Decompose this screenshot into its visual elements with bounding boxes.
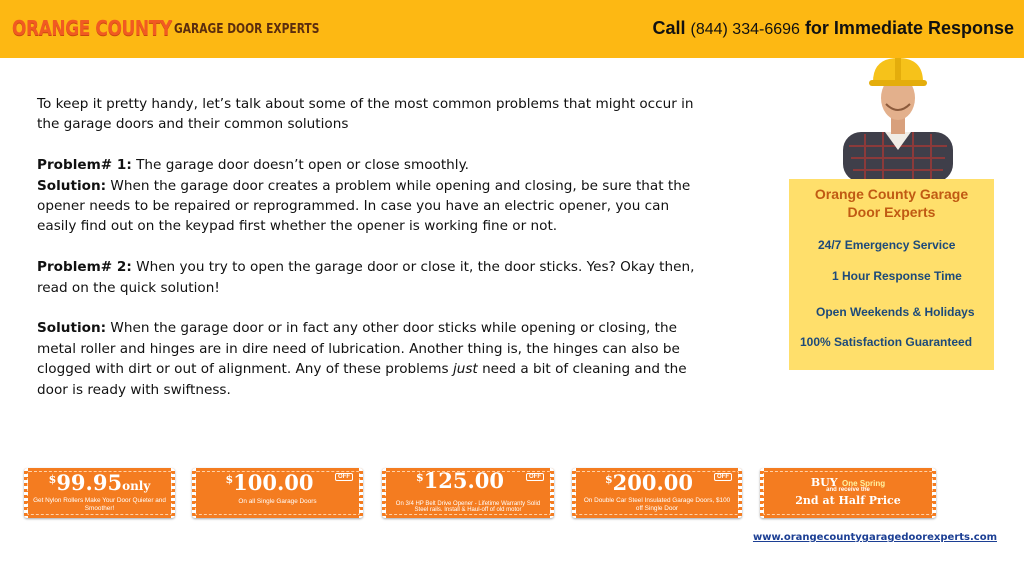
company-logo[interactable] <box>12 16 320 40</box>
worker-illustration <box>843 54 953 182</box>
service-item-satisfaction: 100% Satisfaction Guaranteed <box>800 335 973 349</box>
logo-main-text: ORANGE COUNTY <box>12 16 172 40</box>
panel-title <box>789 185 994 221</box>
coupon-spring-deal[interactable] <box>760 468 936 518</box>
coupon-amount: 125.00 <box>423 468 505 493</box>
problem-2 <box>37 257 705 298</box>
solution-2-label: Solution: <box>37 320 107 337</box>
coupon-price <box>24 470 175 495</box>
problem-2-text: When you try to open the garage door or close it, the door sticks. Yes? Okay then, read on the quick solution! <box>37 259 695 296</box>
problem-1 <box>37 155 705 175</box>
coupon-off-badge: OFF <box>714 473 732 481</box>
solution-2-text-a: When the garage door or in fact any other door sticks while opening or closing, the metal roller and hinges are in dire need of lubrication. Another thing is, the hinges can also be clogged with dirt or out of alignment. Any of these problems <box>37 320 680 378</box>
coupon-currency: $ <box>415 471 424 484</box>
logo-sub-text: GARAGE DOOR EXPERTS <box>174 22 320 37</box>
coupon-text: On 3/4 HP Belt Drive Opener - Lifetime Warranty Solid Steel rails. Install & Haul-off of old motor <box>395 500 541 514</box>
coupon-receive-line: and receive the <box>826 487 870 493</box>
coupon-single-doors[interactable] <box>192 468 363 518</box>
solution-2 <box>37 318 705 400</box>
call-suffix: for Immediate Response <box>804 18 1014 38</box>
solution-2-emphasis: just <box>452 361 478 378</box>
problem-1-label: Problem# 1: <box>37 157 132 174</box>
header-bar <box>0 0 1024 58</box>
problem-2-label: Problem# 2: <box>37 259 132 276</box>
coupon-text: On all Single Garage Doors <box>238 497 317 505</box>
panel-title-line-2: Door Experts <box>847 204 936 220</box>
coupon-price <box>382 468 546 493</box>
service-item-weekends: Open Weekends & Holidays <box>816 305 975 319</box>
coupon-spring-word: One Spring <box>842 479 886 488</box>
call-prefix: Call <box>652 18 686 38</box>
coupon-amount: 99.95 <box>56 470 123 495</box>
website-link[interactable]: www.orangecountygaragedoorexperts.com <box>752 532 997 543</box>
coupon-amount: 100.00 <box>233 470 314 495</box>
coupon-currency: $ <box>604 473 613 486</box>
services-panel <box>789 179 994 370</box>
coupon-price <box>572 470 734 495</box>
service-item-emergency: 24/7 Emergency Service <box>818 238 956 252</box>
solution-1-label: Solution: <box>37 177 107 194</box>
coupon-buy-word: BUY <box>810 476 838 489</box>
panel-title-line-1: Orange County Garage <box>814 186 969 202</box>
solution-1 <box>37 176 705 237</box>
problem-1-text: The garage door doesn’t open or close smoothly. <box>131 157 469 174</box>
solution-1-text: When the garage door creates a problem while opening and closing, be sure that the opener needs to be repaired or reprogrammed. In case you have an electric opener, you can easily find out on the keypad first whether the opener is working fine or not. <box>37 177 691 235</box>
coupon-currency: $ <box>225 473 234 486</box>
phone-number[interactable]: (844) 334-6696 <box>690 21 800 38</box>
coupon-amount: 200.00 <box>612 470 694 495</box>
coupon-price <box>192 470 355 495</box>
coupon-off-badge: OFF <box>335 473 353 481</box>
intro-paragraph: To keep it pretty handy, let’s talk about some of the most common problems that might occur in the garage doors and their common solutions <box>37 96 694 133</box>
coupon-belt-drive-opener[interactable] <box>382 468 554 518</box>
coupon-text: Get Nylon Rollers Make Your Door Quieter and Smoother! <box>33 497 166 512</box>
coupon-double-car-doors[interactable] <box>572 468 742 518</box>
coupon-nylon-rollers[interactable] <box>24 468 175 518</box>
coupon-deal-line: 2nd at Half Price <box>795 494 901 507</box>
solution-2-text-b: need a bit of cleaning and the door is ready with swiftness. <box>37 361 687 398</box>
coupon-currency: $ <box>48 473 57 486</box>
coupon-suffix: only <box>122 479 151 493</box>
coupon-strip <box>0 468 1024 522</box>
coupon-off-badge: OFF <box>526 473 544 481</box>
article-body <box>37 94 705 420</box>
call-banner <box>652 18 1014 39</box>
service-item-response: 1 Hour Response Time <box>832 269 962 283</box>
coupon-text: On Double Car Steel Insulated Garage Doors, $100 off Single Door <box>583 497 731 512</box>
